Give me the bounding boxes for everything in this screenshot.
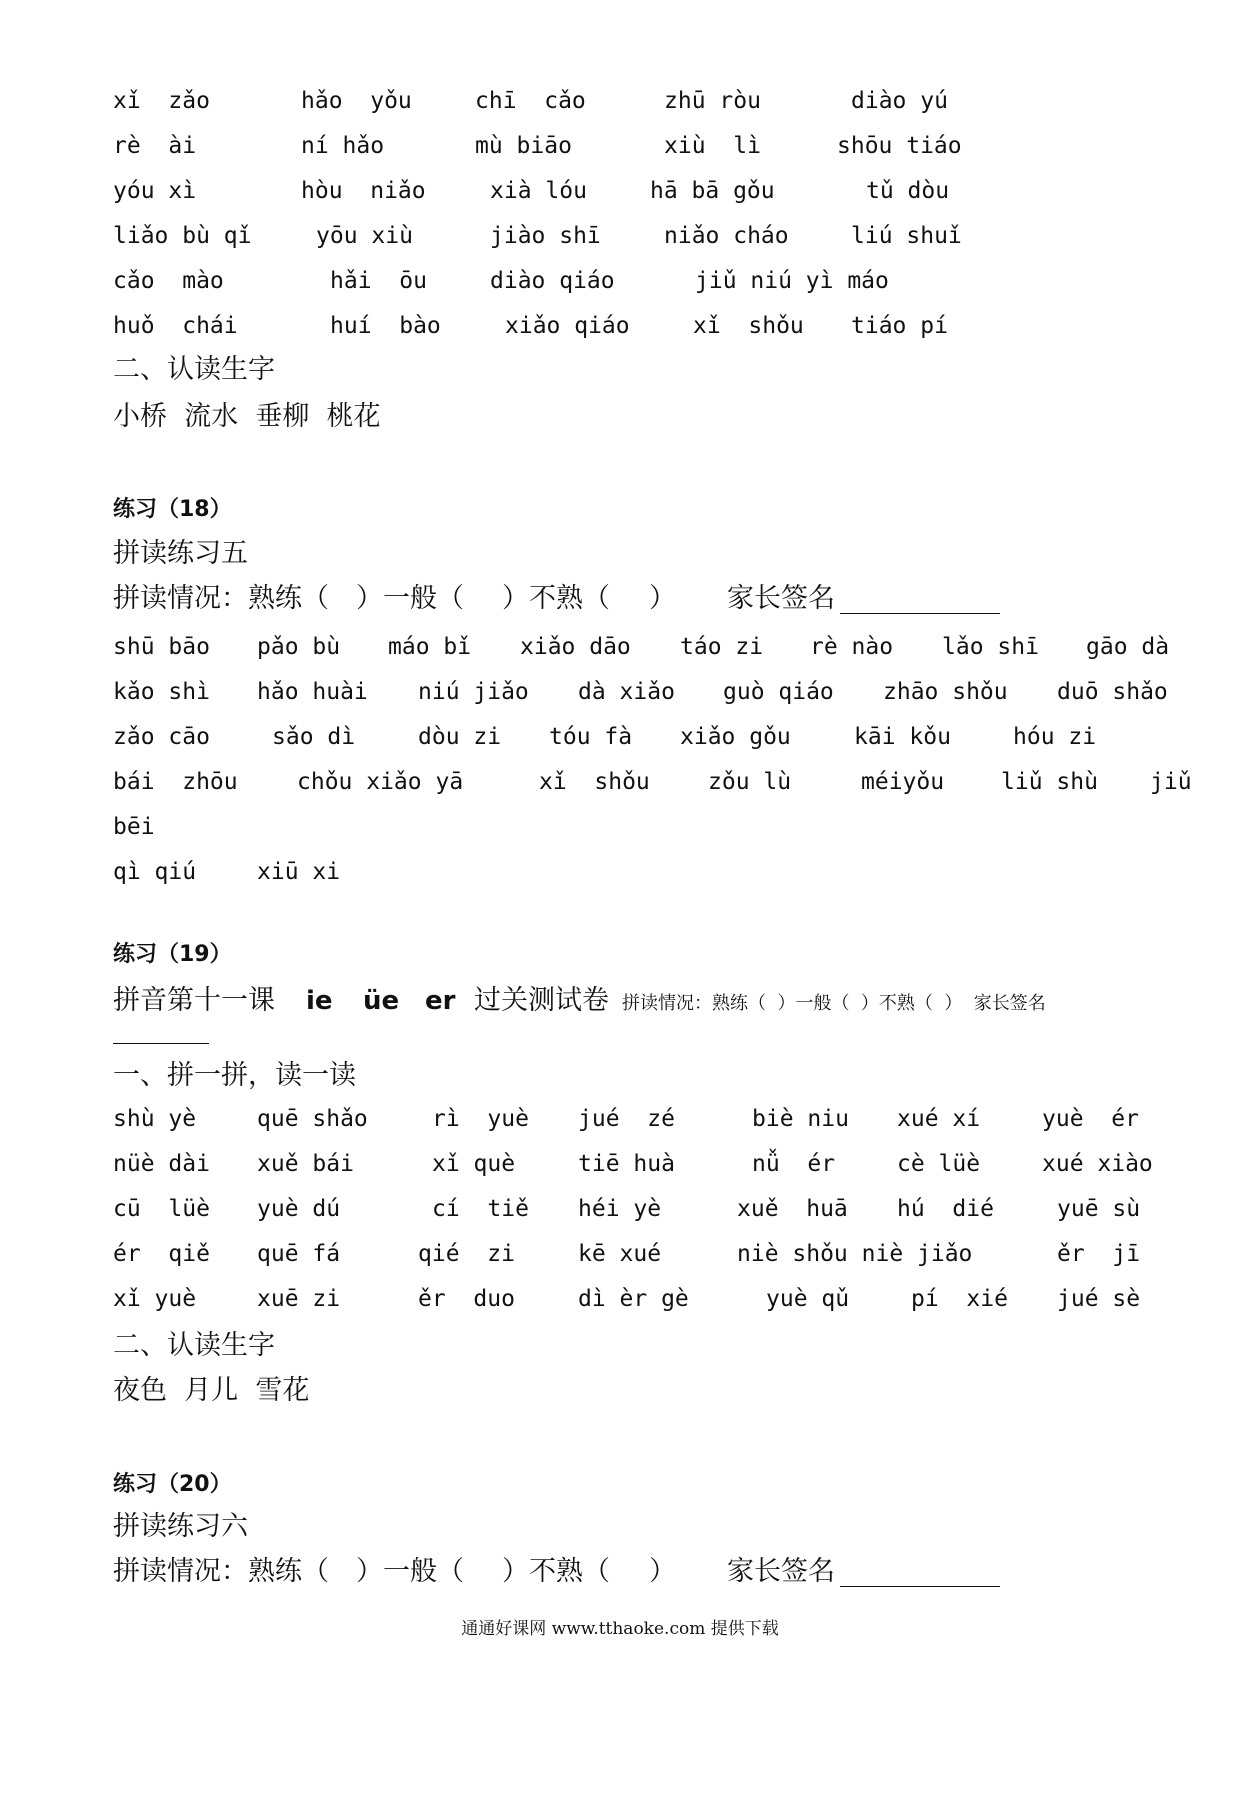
page-footer: 通通好课网 www.tthaoke.com 提供下载 — [461, 1619, 779, 1639]
pinyin-row — [0, 84, 1240, 118]
pinyin-word: niè shǒu niè jiǎo — [737, 1241, 973, 1267]
exercise-label: 练习（20） — [113, 1472, 232, 1497]
pinyin-row — [0, 720, 1240, 754]
pinyin-row — [0, 855, 1240, 889]
pinyin-word: hǎi ōu — [330, 268, 427, 294]
signature-line[interactable] — [113, 1043, 209, 1044]
section-heading: 一、拼一拼，读一读 — [113, 1060, 356, 1091]
pinyin-word: chǒu xiǎo yā — [297, 769, 464, 795]
inline-reading-status: 拼读情况：熟练（ ）一般（ ）不熟（ ） 家长签名 — [622, 993, 1046, 1014]
pinyin-word: xiǎo qiáo — [505, 313, 630, 339]
exercise-label: 练习（19） — [113, 942, 232, 967]
lesson-title: 拼音第十一课 — [113, 985, 275, 1016]
pinyin-word: tóu fà — [549, 724, 633, 750]
pinyin-word: pǎo bù — [257, 634, 341, 660]
pinyin-row — [0, 1192, 1240, 1226]
lesson-pinyin: ie — [306, 986, 333, 1016]
pinyin-word: xiù lì — [664, 133, 761, 159]
pinyin-row — [0, 1102, 1240, 1136]
pinyin-word: guò qiáo — [723, 679, 834, 705]
pinyin-row — [0, 264, 1240, 298]
pinyin-word: quē shǎo — [257, 1106, 368, 1132]
pinyin-word: xuě huā — [737, 1196, 848, 1222]
section-heading: 二、认读生字 — [113, 1330, 275, 1361]
pinyin-word: dà xiǎo — [578, 679, 675, 705]
pinyin-word: huǒ chái — [113, 313, 238, 339]
pinyin-row — [0, 129, 1240, 163]
pinyin-word: huí bào — [330, 313, 441, 339]
status-fluent-label: 拼读情况：熟练（ — [113, 583, 329, 614]
pinyin-word: qì qiú — [113, 859, 197, 885]
lesson-title-line — [113, 982, 1213, 1022]
pinyin-row — [0, 810, 1240, 844]
pinyin-word: rì yuè — [432, 1106, 529, 1132]
pinyin-word: rè ài — [113, 133, 197, 159]
pinyin-word: kǎo shì — [113, 679, 210, 705]
pinyin-word: yuè dú — [257, 1196, 341, 1222]
pinyin-word: yuē sù — [1057, 1196, 1141, 1222]
status-average-label: ）一般（ — [356, 583, 464, 614]
pinyin-word: hǎo yǒu — [301, 88, 412, 114]
pinyin-word: gāo dà — [1086, 634, 1170, 660]
pinyin-word: shōu tiáo — [837, 133, 962, 159]
pinyin-word: xué xiào — [1042, 1151, 1153, 1177]
pinyin-word: ěr duo — [418, 1286, 515, 1312]
pinyin-row — [0, 1147, 1240, 1181]
pinyin-row — [0, 1282, 1240, 1316]
status-close-paren: ） — [649, 583, 676, 614]
pinyin-word: nüè dài — [113, 1151, 210, 1177]
pinyin-word: hóu zi — [1013, 724, 1097, 750]
pinyin-word: xiǎo dāo — [520, 634, 631, 660]
pinyin-word: chī cǎo — [475, 88, 586, 114]
pinyin-word: yóu xì — [113, 178, 197, 204]
pinyin-word: liǎo bù qǐ — [113, 223, 252, 249]
pinyin-word: xià lóu — [490, 178, 587, 204]
status-average-label: ）一般（ — [356, 1556, 464, 1587]
reading-status-line — [113, 1553, 1113, 1593]
pinyin-word: méiyǒu — [861, 769, 945, 795]
pinyin-word: zǎo cāo — [113, 724, 210, 750]
pinyin-word: zǒu lù — [708, 769, 792, 795]
pinyin-word: yōu xiù — [316, 223, 413, 249]
pinyin-word: jiào shī — [490, 223, 601, 249]
pinyin-word: zhāo shǒu — [883, 679, 1008, 705]
pinyin-word: duō shǎo — [1057, 679, 1168, 705]
pinyin-word: xué xí — [897, 1106, 981, 1132]
pinyin-word: lǎo shī — [942, 634, 1039, 660]
pinyin-word: hú dié — [897, 1196, 994, 1222]
pinyin-word: cí tiě — [432, 1196, 529, 1222]
pinyin-word: shù yè — [113, 1106, 197, 1132]
pinyin-word: quē fá — [257, 1241, 341, 1267]
pinyin-word: kāi kǒu — [854, 724, 951, 750]
pinyin-word: ěr jī — [1057, 1241, 1141, 1267]
pinyin-word: jué zé — [578, 1106, 675, 1132]
pinyin-word: sǎo dì — [272, 724, 356, 750]
pinyin-word: cū lüè — [113, 1196, 210, 1222]
pinyin-word: xǐ yuè — [113, 1286, 197, 1312]
pinyin-word: hòu niǎo — [301, 178, 426, 204]
pinyin-word: ní hǎo — [301, 133, 385, 159]
pinyin-word: hǎo huài — [257, 679, 368, 705]
pinyin-word: cǎo mào — [113, 268, 224, 294]
pinyin-word: tiē huà — [578, 1151, 675, 1177]
exercise-title: 拼读练习五 — [113, 538, 248, 569]
pinyin-word: xǐ shǒu — [693, 313, 804, 339]
characters-line: 小桥 流水 垂柳 桃花 — [113, 401, 381, 432]
pinyin-row — [0, 309, 1240, 343]
pinyin-word: táo zi — [680, 634, 764, 660]
pinyin-row — [0, 765, 1240, 799]
signature-line[interactable] — [840, 1586, 1000, 1587]
pinyin-word: liú shuǐ — [851, 223, 962, 249]
parent-signature-label: 家长签名 — [727, 583, 835, 614]
reading-status-line — [113, 580, 1113, 620]
lesson-title-tail: 过关测试卷 — [474, 985, 609, 1016]
pinyin-word: xǐ zǎo — [113, 88, 210, 114]
pinyin-word: qié zi — [418, 1241, 515, 1267]
pinyin-word: xuē zi — [257, 1286, 341, 1312]
pinyin-word: pí xié — [911, 1286, 1008, 1312]
pinyin-word: biè niu — [752, 1106, 849, 1132]
pinyin-word: yuè qǔ — [766, 1286, 850, 1312]
signature-line[interactable] — [840, 613, 1000, 614]
pinyin-word: tǔ dòu — [866, 178, 950, 204]
pinyin-word: hā bā gǒu — [650, 178, 775, 204]
pinyin-row — [0, 219, 1240, 253]
pinyin-word: bēi — [113, 814, 155, 840]
pinyin-word: niǎo cháo — [664, 223, 789, 249]
pinyin-word: xiū xi — [257, 859, 341, 885]
pinyin-word: nǚ ér — [752, 1151, 836, 1177]
pinyin-word: jiǔ — [1150, 769, 1192, 795]
pinyin-word: dòu zi — [418, 724, 502, 750]
pinyin-word: xiǎo gǒu — [680, 724, 791, 750]
status-unfamiliar-label: ）不熟（ — [502, 1556, 610, 1587]
pinyin-word: kē xué — [578, 1241, 662, 1267]
pinyin-word: cè lüè — [897, 1151, 981, 1177]
status-close-paren: ） — [649, 1556, 676, 1587]
characters-line: 夜色 月儿 雪花 — [113, 1375, 310, 1406]
pinyin-word: bái zhōu — [113, 769, 238, 795]
pinyin-row — [0, 174, 1240, 208]
pinyin-word: zhū ròu — [664, 88, 761, 114]
lesson-pinyin: er — [425, 986, 456, 1016]
pinyin-word: máo bǐ — [388, 634, 472, 660]
pinyin-word: xǐ què — [432, 1151, 516, 1177]
pinyin-word: diào qiáo — [490, 268, 615, 294]
pinyin-word: xǐ shǒu — [539, 769, 650, 795]
pinyin-row — [0, 675, 1240, 709]
pinyin-word: xuě bái — [257, 1151, 354, 1177]
status-unfamiliar-label: ）不熟（ — [502, 583, 610, 614]
pinyin-word: shū bāo — [113, 634, 210, 660]
exercise-label: 练习（18） — [113, 497, 232, 522]
pinyin-word: mù biāo — [475, 133, 572, 159]
pinyin-word: niú jiǎo — [418, 679, 529, 705]
pinyin-row — [0, 1237, 1240, 1271]
pinyin-word: rè nào — [810, 634, 894, 660]
status-fluent-label: 拼读情况：熟练（ — [113, 1556, 329, 1587]
pinyin-word: jiǔ niú yì máo — [695, 268, 889, 294]
pinyin-word: ér qiě — [113, 1241, 210, 1267]
section-heading: 二、认读生字 — [113, 354, 275, 385]
lesson-pinyin: üe — [363, 986, 400, 1016]
pinyin-word: dì èr gè — [578, 1286, 689, 1312]
pinyin-word: héi yè — [578, 1196, 662, 1222]
pinyin-word: jué sè — [1057, 1286, 1141, 1312]
pinyin-word: liǔ shù — [1001, 769, 1098, 795]
pinyin-word: diào yú — [851, 88, 948, 114]
exercise-title: 拼读练习六 — [113, 1511, 248, 1542]
parent-signature-label: 家长签名 — [727, 1556, 835, 1587]
pinyin-word: tiáo pí — [851, 313, 948, 339]
pinyin-word: yuè ér — [1042, 1106, 1139, 1132]
pinyin-row — [0, 630, 1240, 664]
